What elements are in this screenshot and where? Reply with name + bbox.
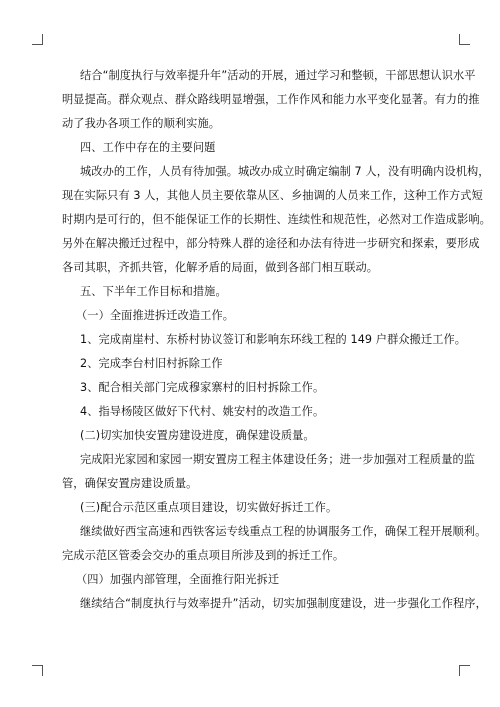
text-line: 时期内是可行的，但不能保证工作的长期性、连续性和规范性，必然对工作造成影响。	[62, 213, 491, 226]
text-line: 继续结合“制度执行与效率提升”活动，切实加强制度建设，进一步强化工作程序，	[80, 597, 487, 610]
text-line: （一）全面推进拆迁改造工作。	[76, 309, 235, 322]
crop-mark-bottom-left	[32, 665, 43, 676]
text-line: (二)切实加快安置房建设进度，确保建设质量。	[80, 429, 315, 442]
document-body	[62, 64, 491, 616]
text-line: 1、完成南崖村、东桥村协议签订和影响东环线工程的 149 户群众搬迁工作。	[80, 333, 467, 346]
crop-mark-top-left	[32, 34, 43, 45]
text-line: 城改办的工作，人员有待加强。城改办成立时确定编制 7 人，没有明确内设机构，	[80, 165, 490, 178]
text-line: （四）加强内部管理，全面推行阳光拆迁	[76, 573, 280, 586]
text-line: 另外在解决搬迁过程中，部分特殊人群的途径和办法有待进一步研究和探索，要形成	[62, 237, 480, 250]
text-line: 动了我办各项工作的顺利实施。	[62, 117, 221, 130]
text-line: 完成示范区管委会交办的重点项目所涉及到的拆迁工作。	[62, 549, 345, 562]
text-line: 现在实际只有 3 人，其他人员主要依靠从区、乡抽调的人员来工作，这种工作方式短	[62, 189, 483, 202]
text-line: 明显提高。群众观点、群众路线明显增强，工作作风和能力水平变化显著。有力的推	[62, 93, 480, 106]
text-line: 2、完成李台村旧村拆除工作	[80, 357, 223, 370]
text-line: 四、工作中存在的主要问题	[80, 141, 216, 154]
text-line: 继续做好西宝高速和西铁客运专线重点工程的协调服务工作，确保工程开展顺利。	[80, 525, 487, 538]
text-line: 结合“制度执行与效率提升年”活动的开展，通过学习和整顿，干部思想认识水平	[80, 69, 476, 82]
text-line: 管，确保安置房建设质量。	[62, 477, 198, 490]
crop-mark-bottom-right	[459, 665, 470, 676]
text-line: 完成阳光家园和家园一期安置房工程主体建设任务；进一步加强对工程质量的监	[80, 453, 476, 466]
text-line: (三)配合示范区重点项目建设，切实做好拆迁工作。	[80, 501, 338, 514]
text-line: 五、下半年工作目标和措施。	[80, 285, 227, 298]
text-line: 3、配合相关部门完成穆家寨村的旧村拆除工作。	[80, 381, 325, 394]
text-line: 各司其职，齐抓共管，化解矛盾的局面，做到各部门相互联动。	[62, 261, 379, 274]
crop-mark-top-right	[459, 34, 470, 45]
text-line: 4、指导杨陵区做好下代村、姚安村的改造工作。	[80, 405, 325, 418]
